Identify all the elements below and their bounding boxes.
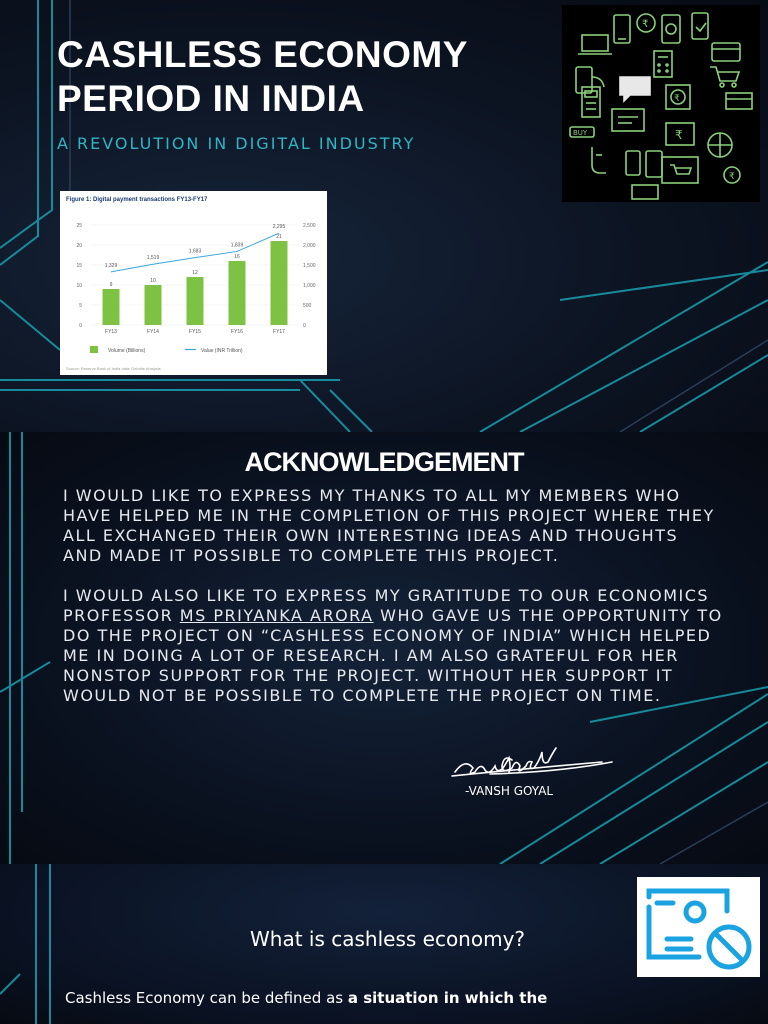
y-tick-label-right: 1,000	[303, 283, 316, 289]
svg-text:₹: ₹	[674, 94, 680, 104]
rupee-coin-icon	[666, 123, 694, 145]
definition-text-bold: a situation in which the	[347, 989, 548, 1007]
shopping-cart-icon	[662, 157, 698, 183]
x-tick-label: FY15	[189, 329, 201, 335]
line-value-label: 1,839	[230, 242, 244, 249]
x-tick-label: FY14	[147, 329, 159, 335]
bar	[103, 289, 120, 325]
smartphone-icon	[662, 15, 680, 43]
y-tick-label-right: 500	[303, 303, 312, 309]
chart-canvas	[60, 191, 327, 375]
bar	[187, 277, 204, 325]
payment-chart	[60, 191, 327, 375]
laptop-icon	[578, 35, 612, 54]
ack-paragraph-1: I WOULD LIKE TO EXPRESS MY THANKS TO ALL MY MEMBERS WHO HAVE HELPED ME IN THE COMPLETION OF THIS PROJECT WHERE THEY ALL EXCHANGED THEIR OWN INTERESTING IDEAS AND THOUGHTS AND MADE IT POSSIBLE TO COMPLETE THIS PROJECT.	[63, 486, 715, 565]
ack-paragraph-2	[63, 586, 723, 706]
title-slide	[0, 0, 768, 432]
y-tick-label-left: 0	[79, 323, 82, 329]
definition-text	[65, 988, 685, 1008]
bar-value-label: 12	[192, 270, 198, 276]
y-tick-label-left: 5	[79, 303, 82, 309]
bar	[145, 285, 162, 325]
x-tick-label: FY17	[273, 329, 285, 335]
smartphone-icon	[626, 151, 640, 175]
legend-volume-swatch	[90, 346, 98, 353]
slide-title	[57, 33, 468, 121]
icon-collage-art	[562, 5, 760, 202]
legend-value-label: Value (INR Trillion)	[201, 348, 243, 354]
bar-value-label: 9	[109, 282, 113, 288]
chart-title: Figure 1: Digital payment transactions FY13-FY17	[66, 197, 208, 203]
y-tick-label-right: 0	[303, 323, 306, 329]
y-tick-label-right: 2,500	[303, 223, 316, 229]
question-heading: What is cashless economy?	[250, 927, 526, 951]
no-cash-icon-art	[637, 877, 760, 977]
svg-text:₹: ₹	[642, 19, 649, 30]
svg-text:₹: ₹	[675, 128, 683, 142]
bar	[229, 261, 246, 325]
globe-icon	[708, 133, 732, 157]
smartphone-icon	[646, 151, 662, 177]
chart-source: Source: Reserve Bank of India data; Deloitte Analysis	[66, 366, 161, 371]
smartphone-icon	[614, 15, 630, 43]
line-value-label: 1,329	[104, 262, 118, 269]
calculator-icon	[654, 51, 672, 77]
laptop-icon	[632, 185, 658, 199]
no-cash-icon	[637, 877, 760, 977]
legend-volume-label: Volume (Billions)	[108, 348, 146, 354]
rupee-coin-icon	[724, 167, 740, 183]
smartphone-icon	[692, 13, 708, 39]
svg-text:BUY: BUY	[573, 129, 588, 137]
y-tick-label-right: 2,000	[303, 243, 316, 249]
y-tick-label-left: 15	[76, 263, 82, 269]
bar-value-label: 10	[150, 278, 156, 284]
definition-text-start: Cashless Economy can be defined as	[65, 989, 348, 1007]
rupee-coin-icon	[637, 14, 655, 32]
svg-text:₹: ₹	[729, 172, 735, 182]
shopping-cart-icon	[710, 67, 739, 87]
y-tick-label-left: 20	[76, 243, 82, 249]
title-line-1: CASHLESS ECONOMY	[57, 34, 468, 75]
ack-paragraph-2-start: I WOULD ALSO LIKE TO EXPRESS MY GRATITUDE TO OUR ECONOMICS PROFESSOR	[63, 586, 710, 625]
line-value-label: 1,519	[146, 255, 160, 262]
y-tick-label-right: 1,500	[303, 263, 316, 269]
line-value-label: 2,295	[272, 224, 286, 231]
credit-card-icon	[726, 93, 752, 109]
slide-subtitle: A REVOLUTION IN DIGITAL INDUSTRY	[57, 134, 416, 153]
credit-card-icon	[712, 43, 740, 61]
x-tick-label: FY16	[231, 329, 243, 335]
handwritten-signature	[450, 740, 615, 785]
buy-button-icon	[570, 127, 594, 137]
x-tick-label: FY13	[105, 329, 117, 335]
hand-touch-icon	[592, 147, 606, 173]
acknowledgement-body	[63, 486, 723, 726]
laptop-icon	[612, 109, 644, 131]
professor-name: MS PRIYANKA ARORA	[179, 606, 374, 625]
signature-name: -VANSH GOYAL	[465, 784, 554, 798]
y-tick-label-left: 25	[76, 223, 82, 229]
y-tick-label-left: 10	[76, 283, 82, 289]
bar-value-label: 16	[234, 254, 240, 260]
chat-bubble-icon	[620, 77, 650, 101]
pos-terminal-icon	[582, 87, 600, 117]
ack-paragraph-2-end: WHO GAVE US THE OPPORTUNITY TO DO THE PROJECT ON “CASHLESS ECONOMY OF INDIA” WHICH HELPED ME IN DOING A LOT OF RESEARCH. I AM ALSO GRATEFUL FOR HER NONSTOP SUPPORT FOR THE PROJECT. WITHOUT HER SUPPORT IT WOULD NOT BE POSSIBLE TO COMPLETE THE PROJECT ON TIME.	[63, 606, 723, 705]
rupee-coin-icon	[666, 85, 690, 109]
digital-payment-icon-collage	[562, 5, 760, 202]
acknowledgement-title: ACKNOWLEDGEMENT	[244, 447, 524, 477]
bar	[271, 241, 288, 325]
line-value-label: 1,683	[188, 248, 202, 255]
title-line-2: PERIOD IN INDIA	[57, 78, 365, 119]
bar-value-label: 21	[276, 234, 282, 240]
